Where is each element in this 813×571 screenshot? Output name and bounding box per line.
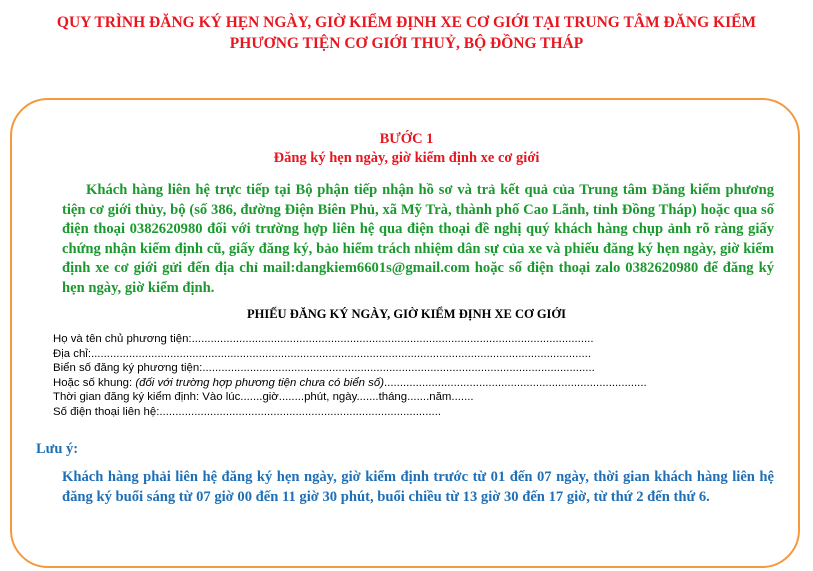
title-line-1: QUY TRÌNH ĐĂNG KÝ HẸN NGÀY, GIỜ KIỂM ĐỊNH XE CƠ GIỚI TẠI TRUNG TÂM ĐĂNG KIỂM bbox=[56, 14, 757, 31]
intro-paragraph: Khách hàng liên hệ trực tiếp tại Bộ phận tiếp nhận hồ sơ và trả kết quả của Trung tâm Đăng kiểm phương tiện cơ giới thủy, bộ (số 386, đường Điện Biên Phủ, xã Mỹ Trà, thành phố Cao Lãnh, tỉnh Đồng Tháp) hoặc qua số điện thoại 0382620980 đối với trường hợp liên hệ qua điện thoại đề nghị quý khách hàng chụp ảnh rõ ràng giấy chứng nhận kiểm định cũ, giấy đăng ký, bảo hiểm trách nhiệm dân sự của xe và phiếu đăng ký hẹn ngày, giờ kiểm định xe cơ giới gửi đến địa chỉ mail:dangkiem6601s@gmail.com hoặc số điện thoại zalo 0382620980 để đăng ký hẹn ngày, giờ kiểm định. bbox=[62, 182, 774, 296]
step-heading bbox=[0, 130, 813, 168]
form-line-address: Địa chỉ:.............................................................................................................................................................. bbox=[53, 347, 592, 360]
frame-label: Hoặc số khung: bbox=[53, 376, 136, 389]
frame-note: (đối với trường hợp phương tiện chưa có biển số) bbox=[135, 376, 384, 389]
form-line-time: Thời gian đăng ký kiểm định: Vào lúc.......giờ........phút, ngày.......tháng.......năm....... bbox=[53, 391, 474, 404]
document-title bbox=[0, 12, 813, 54]
form-line-frame bbox=[53, 376, 733, 391]
form-line-plate: Biển số đăng ký phương tiện:............................................................................................................................ bbox=[53, 362, 595, 375]
note-label: Lưu ý: bbox=[36, 441, 79, 457]
registration-form bbox=[53, 332, 733, 420]
title-line-2: PHƯƠNG TIỆN CƠ GIỚI THUỶ, BỘ ĐỒNG THÁP bbox=[229, 35, 584, 52]
form-line-owner: Họ và tên chủ phương tiện:............................................................................................................................... bbox=[53, 333, 594, 345]
note-text: Khách hàng phải liên hệ đăng ký hẹn ngày, giờ kiểm định trước từ 01 đến 07 ngày, thời gian khách hàng liên hệ đăng ký buổi sáng từ 07 giờ 00 đến 11 giờ 30 phút, buổi chiều từ 13 giờ 30 đến 17 giờ, từ thứ 2 đến thứ 6. bbox=[62, 469, 774, 505]
form-title: PHIẾU ĐĂNG KÝ NGÀY, GIỜ KIỂM ĐỊNH XE CƠ GIỚI bbox=[246, 307, 566, 321]
frame-dots: ................................................................................... bbox=[384, 376, 647, 389]
step-subtitle: Đăng ký hẹn ngày, giờ kiểm định xe cơ giới bbox=[273, 150, 540, 166]
form-line-phone: Số điện thoại liên hệ:......................................................................................... bbox=[53, 405, 442, 418]
step-label: BƯỚC 1 bbox=[379, 131, 434, 147]
